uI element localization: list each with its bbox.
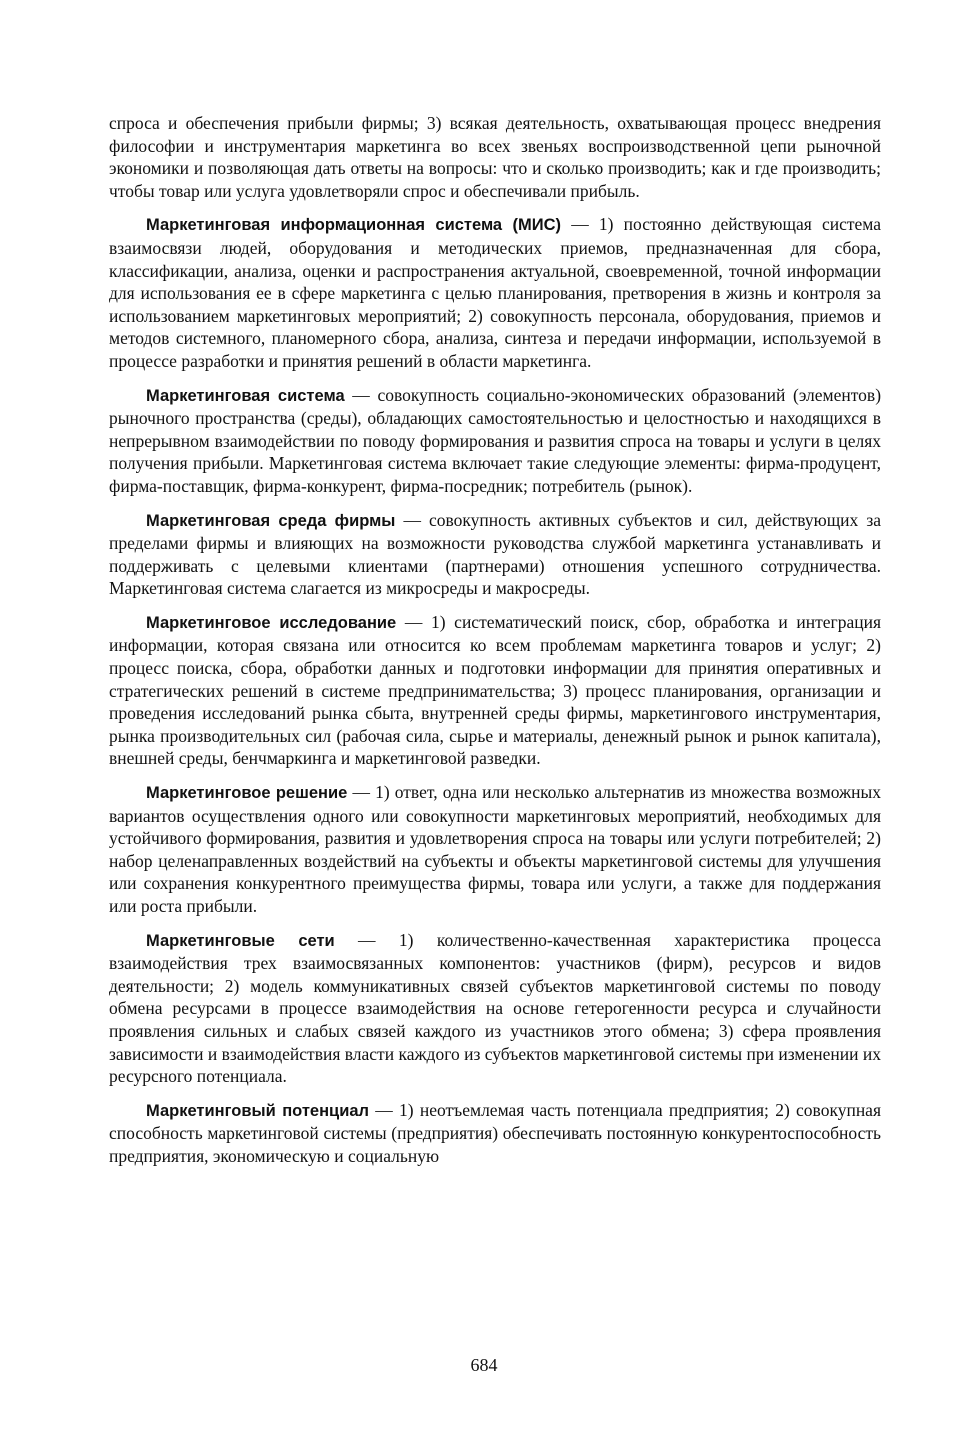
entry-definition: — 1) постоянно действующая система взаимосвязи людей, оборудования и методических приемов, предназначенная для сбора, классификации, анализа, оценки и распространения актуальной, своевременной, точной информации для использования ее в сфере маркетинга с целью планирования, претворения в жизнь и контроля за использованием маркетинговых мероприятий; 2) совокупность персонала, оборудования, приемов и методов системного, планомерного сбора, анализа, синтеза и передачи информации, используемой в процессе разработки и принятия решений в области маркетинга. [109,214,882,371]
entry-term: Маркетинговое исследование [146,613,397,632]
entry-definition: — 1) неотъемлемая часть потенциала предприятия; 2) совокупная способность маркетинговой системы (предприятия) обеспечивать постоянную конкурентоспособность предприятия, экономическую и социальную [109,1099,881,1166]
entry-definition: — 1) ответ, одна или несколько альтернатив из множества возможных вариантов осуществления одного или совокупности маркетинговых мероприятий, необходимых для устойчивого формирования, развития и удовлетворения спроса на товары или услуги потребителей; 2) набор целенаправленных воздействий на субъекты и объекты маркетинговой системы для улучшения или сохранения конкурентного преимущества фирмы, товара или услуги, а также для поддержания или роста прибыли. [109,782,882,916]
entry-marketing-networks [109,929,881,1088]
entry-marketing-system [109,384,881,498]
entry-term: Маркетинговая среда фирмы [146,511,396,530]
entry-term: Маркетинговая информационная система (МИС) [146,216,562,235]
entry-marketing-environment [109,509,881,600]
entry-mis [109,213,881,372]
entry-marketing-research [109,611,881,770]
entry-definition: — 1) систематический поиск, сбор, обработка и интеграция информации, которая связана или относится ко всем проблемам маркетинга товаров и услуг; 2) процесс поиска, сбора, обработки данных и подготовки информации для принятия оперативных и стратегических решений в системе предпринимательства; 3) процесс планирования, организации и проведения исследований рынка сбыта, внутренней среды фирмы, маркетингового инструментария, рынка производительных сил (рабочая сила, сырье и материалы, денежный рынок и рынок капитала), внешней среды, бенчмаркинга и маркетинговой разведки. [109,611,881,769]
entry-marketing-potential [109,1099,881,1168]
entry-definition: — совокупность социально-экономических образований (элементов) рыночного пространства (среды), обладающих самостоятельностью и целостностью и находящихся в непрерывном взаимодействии по поводу формирования и развития спроса на товары и услуги в целях получения прибыли. Маркетинговая система включает такие следующие элементы: фирма-продуцент, фирма-поставщик, фирма-конкурент, фирма-посредник; потребитель (рынок). [109,384,882,496]
entry-definition: — совокупность активных субъектов и сил, действующих за пределами фирмы и влияющих на возможности руководства службой маркетинга устанавливать и поддерживать с целевыми клиентами (партнерами) отношения успешного сотрудничества. Маркетинговая система слагается из микросреды и макросреды. [109,509,882,599]
entry-term: Маркетинговый потенциал [146,1101,369,1120]
page-body [109,112,881,1179]
continuation-paragraph: спроса и обеспечения прибыли фирмы; 3) всякая деятельность, охватывающая процесс внедрения философии и инструментария маркетинга во всех звеньях воспроизводственной цепи рыночной экономики и позволяющая дать ответы на вопросы: что и сколько производить; как и где производить; чтобы товар или услуга удовлетворяли спрос и обеспечивали прибыль. [109,113,881,201]
entry-marketing-decision [109,781,881,918]
entry-term: Маркетинговые сети [146,931,335,950]
page-number: 684 [470,1355,498,1375]
entry-term: Маркетинговая система [146,386,345,405]
entry-term: Маркетинговое решение [146,784,348,803]
entry-definition: — 1) количественно-качественная характеристика процесса взаимодействия трех взаимосвязанных компонентов: участников (фирм), ресурсов и видов деятельности; 2) модель коммуникативных связей субъектов маркетинговой системы по поводу обмена ресурсами в процессе взаимодействия на основе гетерогенности ресурса и случайности проявления сильных и слабых связей каждого из участников этого обмена; 3) сфера проявления зависимости и взаимодействия власти каждого из субъектов маркетинговой системы при изменении их ресурсного потенциала. [109,929,881,1087]
